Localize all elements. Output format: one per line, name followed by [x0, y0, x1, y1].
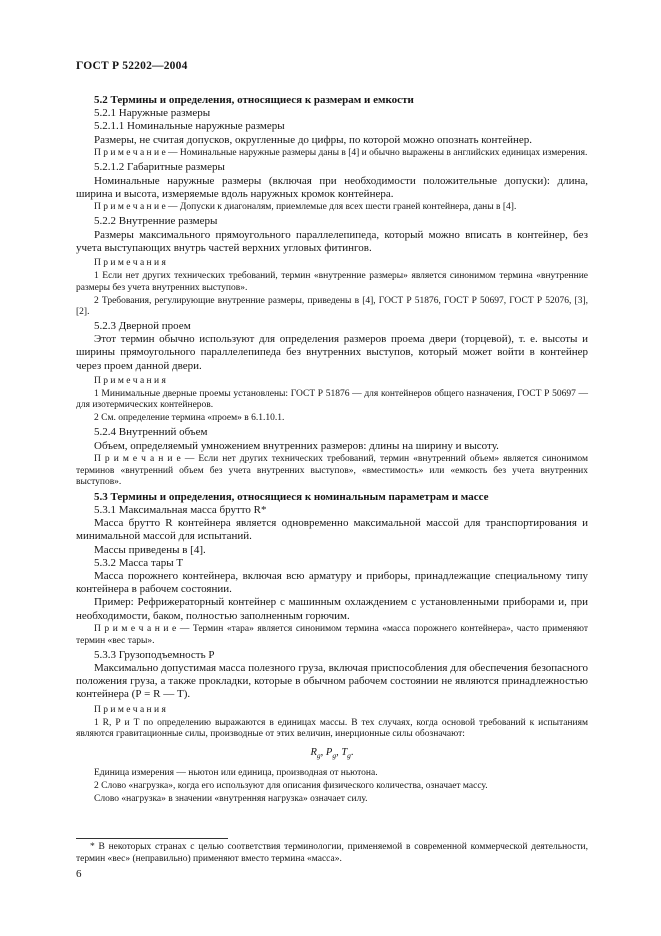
paragraph: Этот термин обычно используют для определения размеров проема двери (торцевой), т. е. высоты и ширины прямоугольного параллелепипеда без внутренних выступов, который может войти в контейнер через проем данной двери. [76, 333, 588, 372]
paragraph: 5.3.2 Масса тары Т [94, 556, 184, 569]
note-paragraph: 2 См. определение термина «проем» в 6.1.10.1. [94, 413, 285, 424]
paragraph: 5.2.1.2 Габаритные размеры [94, 161, 225, 174]
paragraph: 5.3.3 Грузоподъемность Р [94, 648, 215, 661]
page-number: 6 [76, 868, 82, 880]
note-heading: П р и м е ч а н и я [94, 704, 166, 715]
paragraph: Пример: Рефрижераторный контейнер с машинным охлаждением с установленными приборами и, при необходимости, баком, полностью заполненным горючим. [76, 596, 588, 622]
paragraph: Массы приведены в [4]. [94, 543, 206, 556]
paragraph: 5.2.1 Наружные размеры [94, 107, 211, 120]
note-paragraph: П р и м е ч а н и е — Если нет других технических требований, термин «внутренний объем» является синонимом терминов «внутренний объем без учета внутренних выступов», «вместимость» или «емкость без учета внутренних выступов». [76, 454, 588, 488]
section-heading: 5.2 Термины и определения, относящиеся к размерам и емкости [94, 94, 414, 106]
paragraph: Размеры, не считая допусков, округленные до цифры, по которой можно опознать контейнер. [94, 133, 533, 146]
formula: $R_g$, $P_g$, $T_g$. [310, 747, 354, 761]
note-heading: П р и м е ч а н и я [94, 258, 166, 269]
note-paragraph: 1 Минимальные дверные проемы установлены: ГОСТ Р 51876 — для контейнеров общего назначения, ГОСТ Р 50697 — для изотермических контейнеров. [76, 388, 588, 411]
note-paragraph: 1 Если нет других технических требований, термин «внутренние размеры» является синонимом термина «внутренние размеры без учета внутренних выступов». [76, 271, 588, 293]
paragraph: 5.2.2 Внутренние размеры [94, 215, 218, 228]
note-heading: П р и м е ч а н и я [94, 375, 166, 386]
paragraph: Номинальные наружные размеры (включая при необходимости положительные допуски): длина, ширина и высота, измеряемые вдоль наружных кромок контейнера. [76, 174, 588, 200]
note-paragraph: 2 Требования, регулирующие внутренние размеры, приведены в [4], ГОСТ Р 51876, ГОСТ Р 50697, ГОСТ Р 52076, [3], [2]. [76, 295, 588, 318]
note-paragraph: 1 R, Р и Т по определению выражаются в единицах массы. В тех случаях, когда основой требований к испытаниям являются гравитационные силы, производные от этих величин, инерционные силы обозначают: [76, 717, 588, 740]
paragraph: Масса брутто R контейнера является одновременно максимальной массой для транспортирования и минимальной массой для испытаний. [76, 517, 588, 543]
paragraph: 5.2.1.1 Номинальные наружные размеры [94, 120, 285, 133]
footnote-text: * В некоторых странах с целью соответствия терминологии, применяемой в современной коммерческой деятельности, термин «вес» (неправильно) применяют вместо термина «масса». [76, 842, 588, 864]
paragraph: 5.3.1 Максимальная масса брутто R* [94, 503, 267, 516]
paragraph: Масса порожнего контейнера, включая всю арматуру и приборы, принадлежащие специальному типу контейнера в рабочем состоянии. [76, 569, 588, 596]
note-paragraph: П р и м е ч а н и е — Номинальные наружные размеры даны в [4] и обычно выражены в английских единицах измерения. [94, 148, 588, 159]
footnote-separator [76, 838, 228, 839]
document-number: ГОСТ Р 52202—2004 [76, 60, 188, 72]
section-heading: 5.3 Термины и определения, относящиеся к номинальным параметрам и массе [94, 490, 489, 503]
paragraph: 5.2.3 Дверной проем [94, 320, 191, 333]
note-paragraph: Слово «нагрузка» в значении «внутренняя нагрузка» означает силу. [94, 793, 368, 804]
document-content [76, 92, 588, 807]
paragraph: Размеры максимального прямоугольного параллелепипеда, который можно вписать в контейнер, без учета выступающих внутрь частей верхних угловых фитингов. [76, 228, 588, 254]
note-paragraph: П р и м е ч а н и е — Термин «тара» является синонимом термина «масса порожнего контейнера», часто применяют термин «вес тары». [76, 624, 588, 646]
note-paragraph: П р и м е ч а н и е — Допуски к диагоналям, приемлемые для всех шести граней контейнера, даны в [4]. [94, 202, 517, 213]
note-paragraph: 2 Слово «нагрузка», когда его используют для описания физического количества, означает массу. [94, 780, 488, 791]
paragraph: 5.2.4 Внутренний объем [94, 426, 208, 439]
footnote-area [76, 838, 588, 865]
paragraph: Максимально допустимая масса полезного груза, включая приспособления для обеспечения безопасного положения груза, а также прокладки, которые в обычном рабочем состоянии не являются принадлежностью контейнера (Р = R — Т). [76, 661, 588, 701]
note-paragraph: Единица измерения — ньютон или единица, производная от ньютона. [94, 767, 378, 778]
paragraph: Объем, определяемый умножением внутренних размеров: длины на ширину и высоту. [94, 439, 499, 452]
